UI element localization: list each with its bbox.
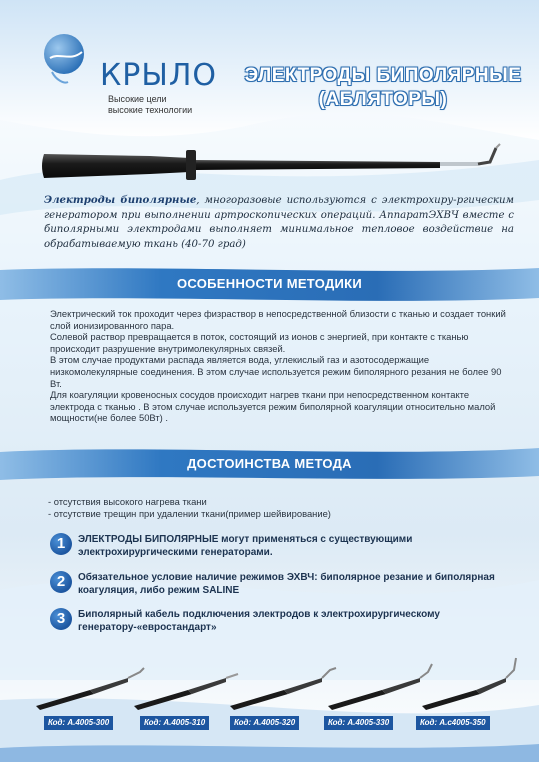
features-paragraph-1: Электрический ток проходит через физраствор в непосредственной близости с тканью и создает тонкий слой ионизированного пара. [50,308,506,331]
number-badge: 2 [50,571,72,593]
features-text [50,308,510,424]
bullet-item: - отсутствие трещин при удалении ткани(пример шейвирование) [48,508,331,519]
logo-tagline [108,94,192,116]
product-codes [44,716,514,730]
logo-tagline-2: высокие технологии [108,105,193,115]
number-badge: 3 [50,608,72,630]
logo-globe-icon [38,32,108,102]
intro-lead: Электроды биполярные [44,194,197,206]
electrode-variant-4 [328,664,432,710]
features-paragraph-3: В этом случае продуктами распада является вода, углекислый газ и азотосодержащие низкомолекулярные соединения. В этом случае используется режим биполярного резания не более 90 Вт. [50,354,502,389]
electrode-hero-image [40,138,510,193]
bullet-item: - отсутствия высокого нагрева ткани [48,496,207,507]
section-heading-advantages: ДОСТОИНСТВА МЕТОДА [187,456,352,471]
features-paragraph-4: Для коагуляции кровеносных сосудов происходит нагрев ткани при непосредственном контакте электрода с тканью . В этом случае используется режим биполярной коагуляции относительно малой мощности(не более 50Вт) . [50,389,496,424]
electrode-variant-5 [422,658,516,710]
bottom-wave [0,740,539,762]
product-code-label: Код: А.4005-300 [44,716,113,730]
product-code-label: Код: А.4005-320 [230,716,299,730]
intro-text: , многоразовые используются с электрохиру-ргическим генератором при выполнении артроскопических операций. АппаратЭХВЧ вместе с биполярными электродами выполняет минимальное тепловое воздействие на обрабатываемую ткань (40-70 град) [44,195,514,250]
electrode-variant-1 [36,668,144,710]
electrode-variant-2 [134,674,238,710]
features-paragraph-2: Солевой раствор превращается в поток, состоящий из ионов с энергией, при контакте с тканью происходит разрушение внутримолекулярных связей. [50,331,469,354]
section-heading-features: ОСОБЕННОСТИ МЕТОДИКИ [176,276,363,291]
logo-wordmark: КРЫЛО [100,58,218,93]
logo-tagline-1: Высокие цели [108,94,167,104]
advantage-text: ЭЛЕКТРОДЫ БИПОЛЯРНЫЕ могут применяться с существующими электрохирургическими генераторами. [78,534,413,558]
product-code-label: Код: А.4005-330 [324,716,393,730]
title-line-2: (АБЛЯТОРЫ) [318,89,448,110]
electrode-variants-image [30,648,520,712]
advantage-text: Биполярный кабель подключения электродов к электрохирургическому генератору-«евростандарт» [78,609,440,633]
logo [38,32,218,122]
number-badge: 1 [50,533,72,555]
page-title [238,64,528,112]
intro-paragraph [44,193,514,252]
product-code-label: Код: А.4005-310 [140,716,209,730]
advantages-bullets [48,496,331,520]
advantage-text: Обязательное условие наличие режимов ЭХВЧ: биполярное резание и биполярная коагуляция, либо режим SALINE [78,572,495,596]
electrode-variant-3 [230,668,336,710]
product-code-label: Код: А.с4005-350 [416,716,490,730]
title-line-1: ЭЛЕКТРОДЫ БИПОЛЯРНЫЕ [244,65,522,86]
